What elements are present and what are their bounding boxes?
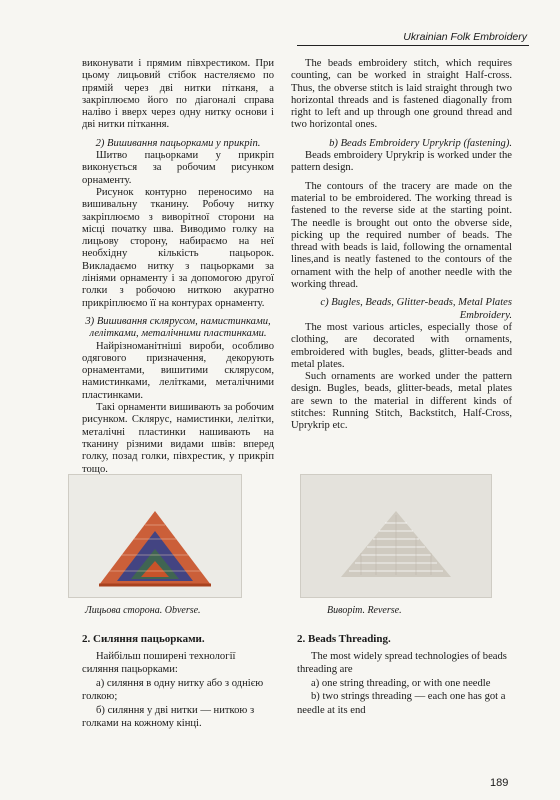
section-item-a-uk: а) силяння в одну нитку або з однією голкою; bbox=[82, 677, 264, 702]
left-subheading-2: 2) Вишивання пацьорками у прикріп. bbox=[95, 137, 261, 149]
left-paragraph-3: Рисунок контурно переносимо на вишивальну тканину. Робочу нитку закріплюємо з виворітної сторони на місці початку шва. Виводимо голку на лицьову сторону, набираємо на неї необхідну кількість пацьорок. Викладаємо нитку з пацьорками за лініями орнаменту і за допомогою другої голки з робочою ниткою акуратно прикріплюємо її на контурах орнаменту. bbox=[82, 186, 274, 309]
section-item-b-uk: б) силяння у дві нитки — ниткою з голками на кожному кінці. bbox=[82, 704, 255, 729]
header-rule bbox=[297, 45, 529, 46]
reverse-beadwork-photo bbox=[300, 474, 492, 598]
page-number: 189 bbox=[490, 777, 509, 789]
beads-threading-section-en bbox=[297, 633, 507, 717]
right-subheading-3: c) Bugles, Beads, Glitter-beads, Metal Plates Embroidery. bbox=[320, 297, 512, 321]
right-paragraph-4: The most various articles, especially those of clothing, are decorated with ornaments, embroidered with bugles, beads, glitter-beads and metal plates. bbox=[291, 321, 512, 370]
left-paragraph-1: виконувати і прямим півхрестиком. При цьому лицьовий стібок настеляємо по прямій через дві нитки пітканя, а закріплюємо його по діагоналі справа наліво і вверх через одну нитку основи і дві нитки піткання. bbox=[82, 58, 274, 131]
section-item-a-en: a) one string threading, or with one needle bbox=[311, 677, 491, 689]
reverse-caption: Виворіт. Reverse. bbox=[327, 605, 402, 616]
obverse-caption: Лицьова сторона. Obverse. bbox=[85, 605, 201, 616]
left-paragraph-2: Шитво пацьорками у прикріп виконується за робочим рисунком орнаменту. bbox=[82, 150, 274, 186]
obverse-beadwork-photo bbox=[68, 474, 242, 598]
section-intro-uk: Найбільш поширені технології силяння пацьорками: bbox=[82, 650, 236, 675]
right-text-column bbox=[291, 58, 512, 433]
section-heading-uk: 2. Силяння пацьорками. bbox=[82, 633, 205, 645]
left-text-column bbox=[82, 58, 274, 476]
right-subheading-2: b) Beads Embroidery Uprykrip (fastening). bbox=[329, 137, 512, 149]
left-paragraph-5: Такі орнаменти вишивають за робочим рисунком. Скляруc, намистинки, лелітки, металічні пластинки нашивають на тканину різними видами швів: вперед голку, позад голки, півхрестик, у прикріп тощо. bbox=[82, 402, 274, 475]
reverse-beadwork-image bbox=[301, 475, 491, 597]
obverse-beadwork-image bbox=[69, 475, 241, 597]
right-paragraph-5: Such ornaments are worked under the pattern design. Bugles, beads, glitter-beads, metal plates are sewn to the material in different kinds of stitches: Running Stitch, Backstitch, Half-Cross, Uprykrip etc. bbox=[291, 371, 512, 432]
left-subheading-3: 3) Вишивання склярусом, намистинками, лелітками, металічними пластинками. bbox=[85, 315, 271, 340]
left-paragraph-4: Найрізноманітніші вироби, особливо одягового призначення, декорують орнаментами, вишитими склярусом, намистинками, лелітками, металічними пластинками. bbox=[82, 340, 274, 401]
section-item-b-en: b) two strings threading — each one has got a needle at its end bbox=[297, 691, 506, 716]
right-paragraph-1: The beads embroidery stitch, which requires counting, can be worked in straight Half-cross. Thus, the obverse stitch is laid straight through two horizontal threads and is fastened diagonally from right to left and up through one ground thread and two horizontal ones. bbox=[291, 58, 512, 131]
section-intro-en: The most widely spread technologies of beads threading are bbox=[297, 650, 507, 675]
running-head: Ukrainian Folk Embroidery bbox=[403, 31, 527, 43]
section-heading-en: 2. Beads Threading. bbox=[297, 633, 391, 645]
right-paragraph-3: The contours of the tracery are made on the material to be embroidered. The working thread is fastened to the reverse side at the starting point. The needle is brought out onto the obverse side, picking up the required number of beads. The thread with beads is laid, following the ornamental lines,and is neatly fastened to the contours of the ornament with the help of another needle with the working thread. bbox=[291, 180, 512, 291]
right-paragraph-2: Beads embroidery Uprykrip is worked under the pattern design. bbox=[291, 150, 512, 174]
beads-threading-section-uk bbox=[82, 633, 274, 731]
